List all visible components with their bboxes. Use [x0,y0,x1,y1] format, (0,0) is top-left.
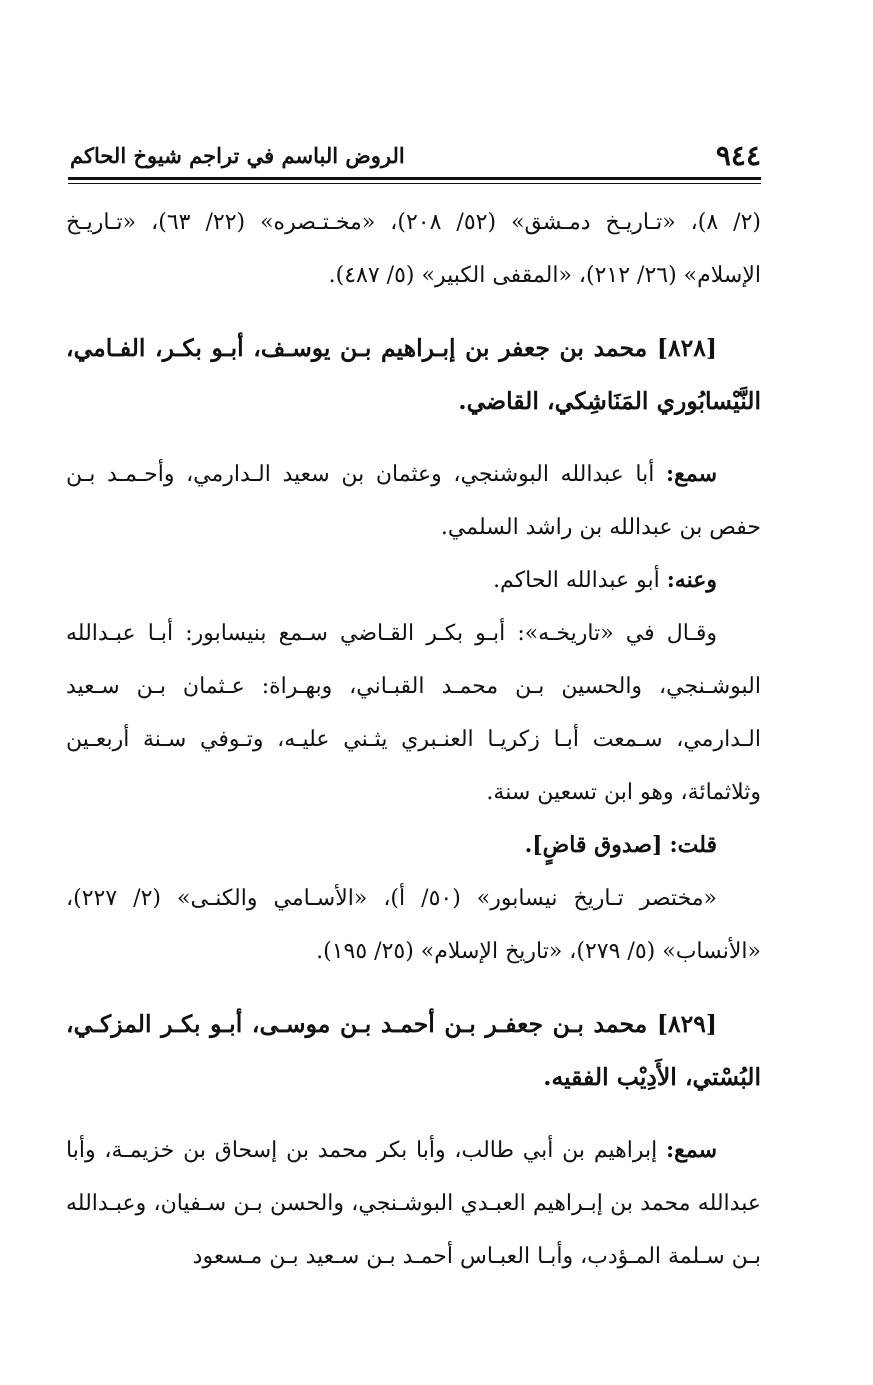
heard-text: أبا عبدالله البوشنجي، وعثمان بن سعيد الـدارمي، وأحـمـد بـن حفص بن عبدالله بن راشد السلمي. [66,462,761,540]
entry-828-quote: وقـال في «تاريخـه»: أبـو بكـر القـاضي سـمع بنيسابور: أبـا عبـدالله البوشـنجي، والحسين بـن محمـد القبـاني، وبهـراة: عـثمان بـن سـعيد الـدارمي، سـمعت أبـا زكريـا العنـبري يثـني عليـه، وتـوفي سـنة أربعـين وثلاثمائة، وهو ابن تسعين سنة. [66,621,761,805]
page-body [66,196,761,1283]
entry-828-references: «مختصر تـاريخ نيسابور» (٥٠/ أ)، «الأسـامي والكنـى» (٢/ ٢٢٧)، «الأنساب» (٥/ ٢٧٩)، «تاريخ الإسلام» (٢٥/ ١٩٥). [66,886,761,964]
previous-entry-references: (٢/ ٨)، «تـاريـخ دمـشق» (٥٢/ ٢٠٨)، «مخـتـصره» (٢٢/ ٦٣)، «تـاريـخ الإسلام» (٢٦/ ٢١٢)، «المقفى الكبير» (٥/ ٤٨٧). [66,210,762,288]
entry-828-note [66,819,761,872]
from-text: أبو عبدالله الحاكم. [493,568,660,593]
heard-label: سمع: [666,461,717,487]
note-text: [صدوق قاضٍ]. [524,832,663,858]
entry-828-heading: [٨٢٨] محمد بن جعفر بن إبـراهيم بـن يوسـف، أبـو بكـر، الفـامي، النَّيْسابُوري المَنَاشِكي، القاضي. [66,334,761,415]
header-rule-thin [68,183,761,184]
heard-text: إبراهيم بن أبي طالب، وأبا بكر محمد بن إسحاق بن خزيمـة، وأبا عبدالله محمد بن إبـراهيم العبـدي البوشـنجي، والحسن بـن سـفيان، وعبـدالله بـن سـلمة المـؤدب، وأبـا العبـاس أحمـد بـن سـعيد بـن مـسعود [66,1138,761,1269]
entry-829-heard-from [66,1124,761,1283]
entry-828-heard-from [66,448,761,554]
running-header [70,136,761,176]
heard-label: سمع: [666,1137,718,1163]
from-label: وعنه: [666,567,717,593]
page-number: ٩٤٤ [715,139,761,172]
book-title: الروض الباسم في تراجم شيوخ الحاكم [70,143,405,168]
note-label: قلت: [669,832,717,858]
header-rule-thick [68,177,761,180]
entry-828-narrated-by [66,554,761,607]
entry-829-heading: [٨٢٩] محمد بـن جعفـر بـن أحمـد بـن موسـى، أبـو بكـر المزكـي، البُسْتي، الأَدِيْب الفقيه. [66,1010,761,1091]
